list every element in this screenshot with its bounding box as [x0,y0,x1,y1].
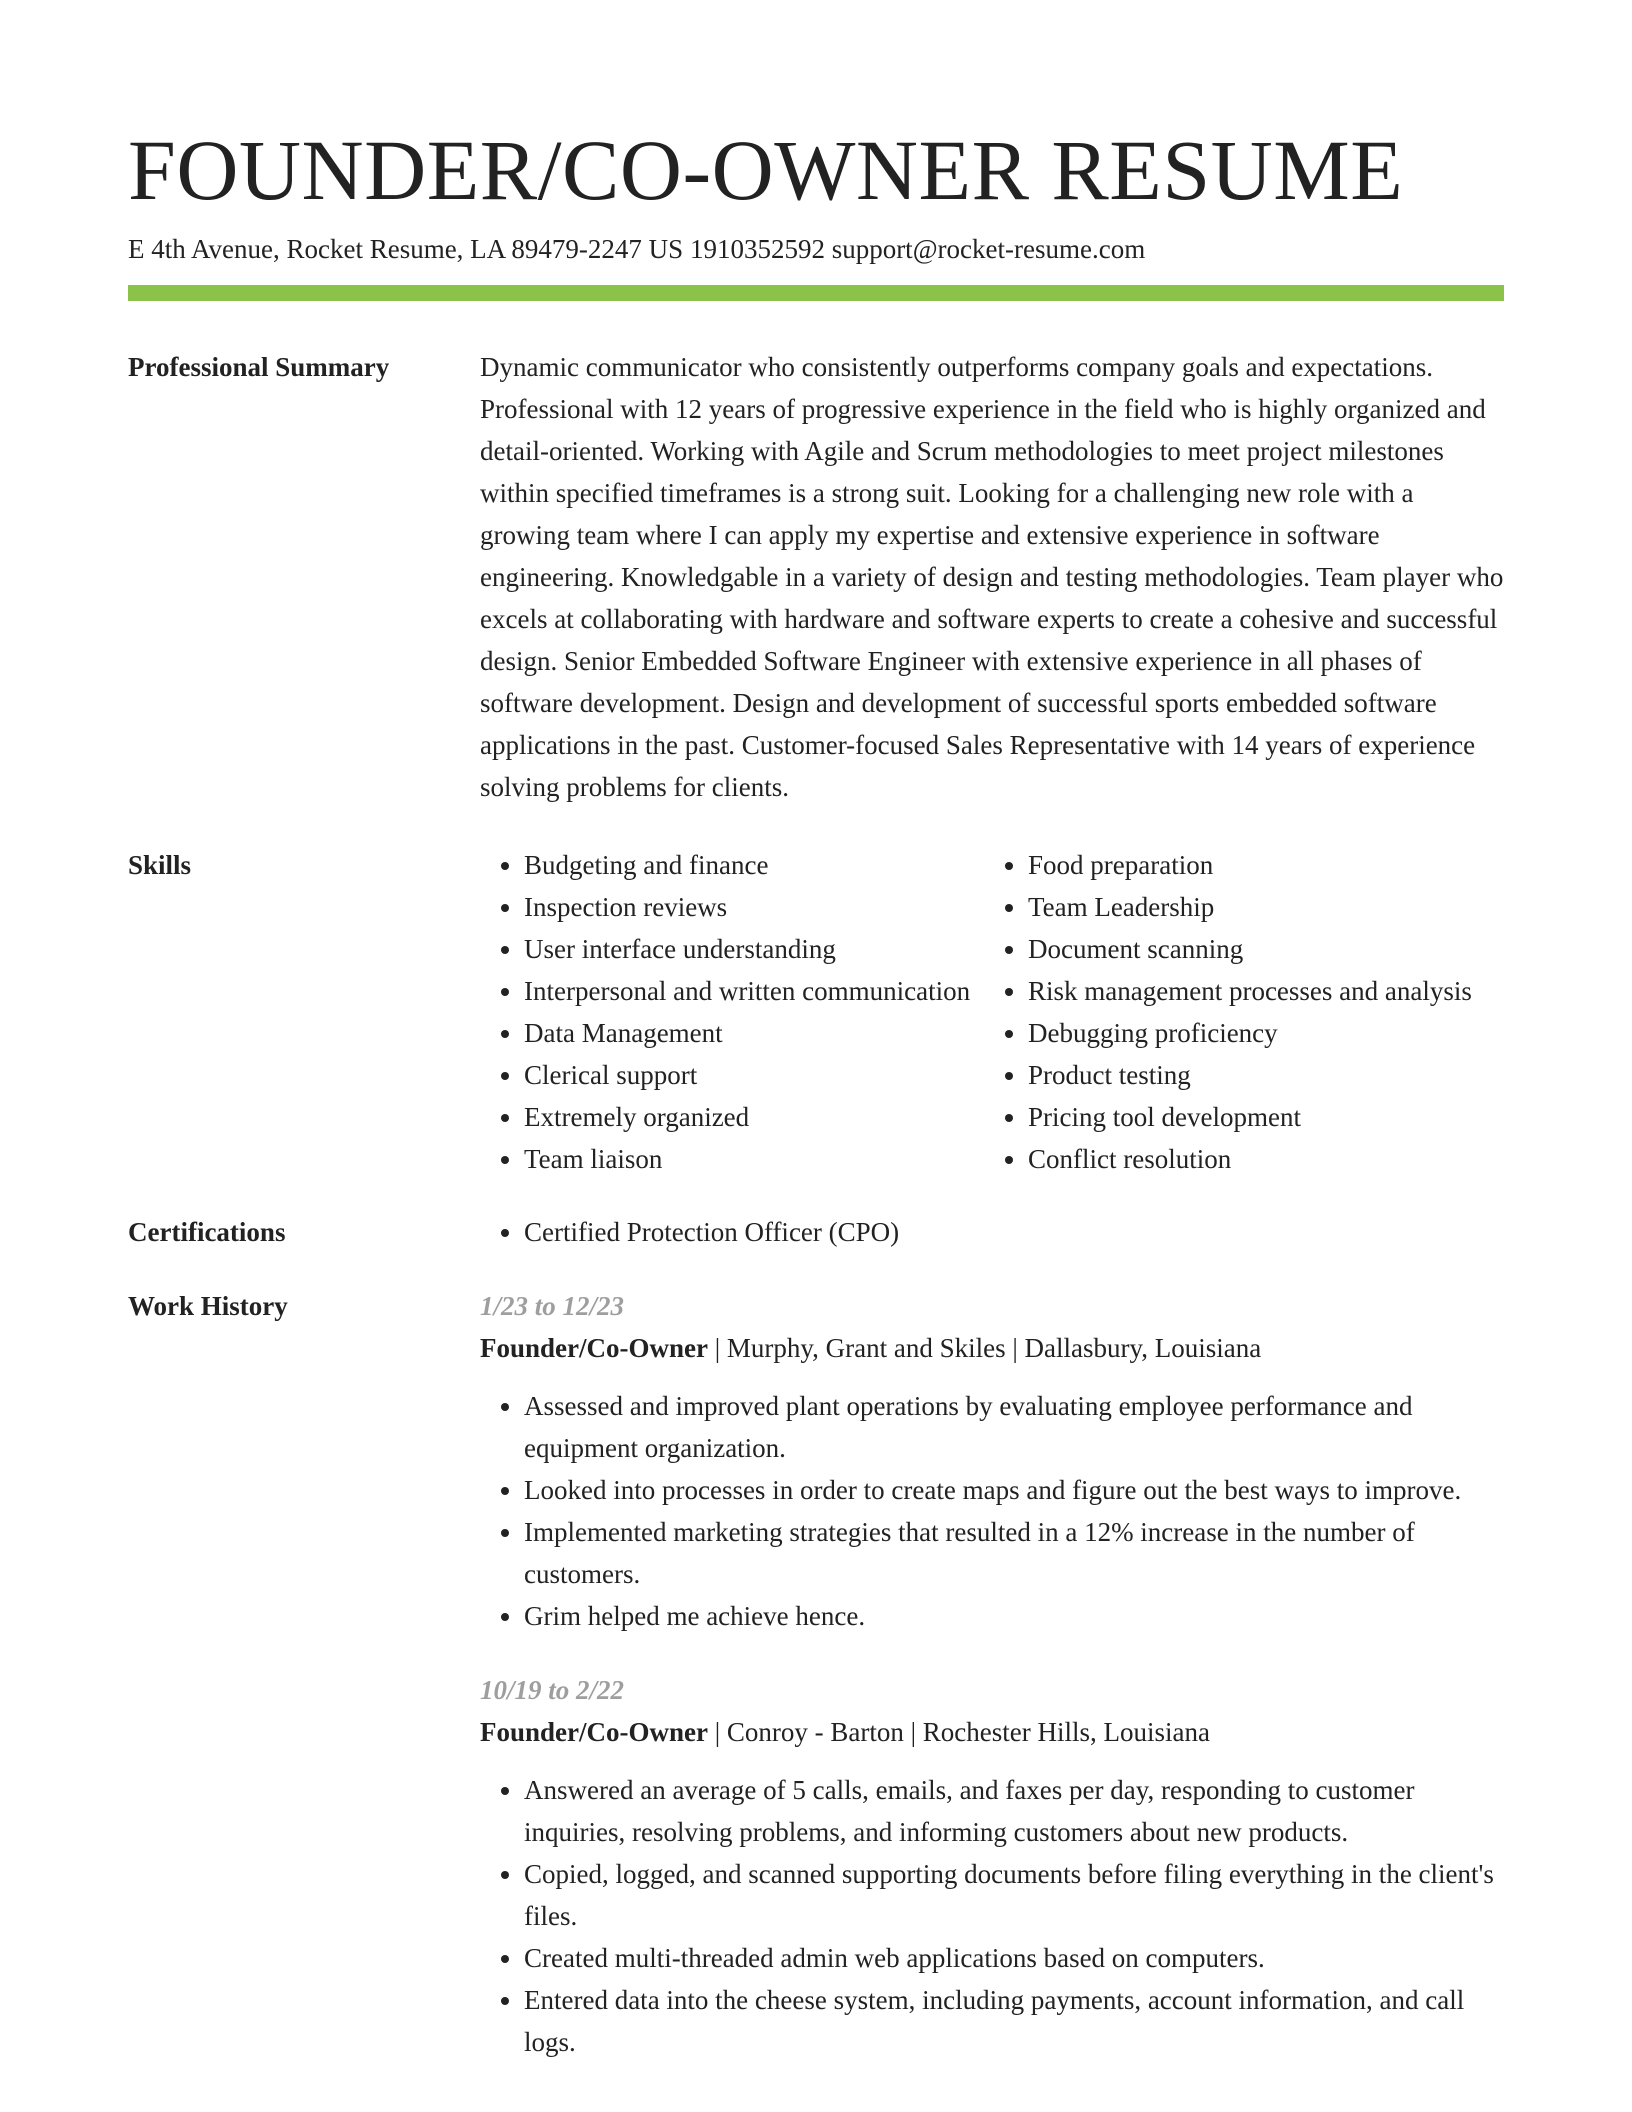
summary-label: Professional Summary [128,352,390,382]
job-bullet: • Assessed and improved plant operations by evaluating employee performance and equipment organization. [524,1385,1504,1469]
resume-title: FOUNDER/CO-OWNER RESUME [128,122,1404,218]
job-title: Founder/Co-Owner [480,1717,708,1747]
skill-item: • Clerical support [524,1054,984,1096]
skills-list-left [480,844,984,1180]
contact-line: E 4th Avenue, Rocket Resume, LA 89479-2247 US 1910352592 support@rocket-resume.com [128,234,1146,264]
job-details: | Murphy, Grant and Skiles | Dallasbury, Louisiana [707,1333,1262,1363]
job-entry [480,1669,1504,2063]
skill-item: • Document scanning [1028,928,1488,970]
skills-list-right [984,844,1488,1180]
skill-item: • Interpersonal and written communication [524,970,984,1012]
job-bullet: • Implemented marketing strategies that resulted in a 12% increase in the number of customers. [524,1511,1504,1595]
skills-body [480,844,1504,1180]
job-heading [480,1711,1504,1753]
skill-item: • User interface understanding [524,928,984,970]
skill-item: • Budgeting and finance [524,844,984,886]
skill-item: • Risk management processes and analysis [1028,970,1488,1012]
job-dates: 10/19 to 2/22 [480,1675,625,1705]
skill-item: • Team Leadership [1028,886,1488,928]
job-heading [480,1327,1504,1369]
job-bullet: • Looked into processes in order to create maps and figure out the best ways to improve. [524,1469,1504,1511]
job-dates: 1/23 to 12/23 [480,1291,625,1321]
job-details: | Conroy - Barton | Rochester Hills, Louisiana [707,1717,1210,1747]
job-bullet: • Grim helped me achieve hence. [524,1595,1504,1637]
job-bullet: • Created multi-threaded admin web applications based on computers. [524,1937,1504,1979]
work-history-body [480,1285,1504,2063]
job-bullets [480,1769,1504,2063]
skill-item: • Conflict resolution [1028,1138,1488,1180]
skill-item: • Pricing tool development [1028,1096,1488,1138]
certification-item: • Certified Protection Officer (CPO) [524,1211,1504,1253]
summary-text: Dynamic communicator who consistently outperforms company goals and expectations. Professional with 12 years of progressive experience in the field who is highly organized and detail-oriented. Working with Agile and Scrum methodologies to meet project milestones within specified timeframes is a strong suit. Looking for a challenging new role with a growing team where I can apply my expertise and extensive experience in software engineering. Knowledgable in a variety of design and testing methodologies. Team player who excels at collaborating with hardware and software experts to create a cohesive and successful design. Senior Embedded Software Engineer with extensive experience in all phases of software development. Design and development of successful sports embedded software applications in the past. Customer-focused Sales Representative with 14 years of experience solving problems for clients. [480,352,1504,802]
summary-body [480,346,1504,808]
skills-column-right [984,844,1488,1180]
accent-divider [128,285,1504,301]
skill-item: • Product testing [1028,1054,1488,1096]
job-title: Founder/Co-Owner [480,1333,708,1363]
skills-column-left [480,844,984,1180]
certifications-list [480,1211,1504,1253]
skills-columns [480,844,1504,1180]
work-history-label: Work History [128,1291,288,1321]
job-entry [480,1285,1504,1637]
job-bullet: • Copied, logged, and scanned supporting documents before filing everything in the client's files. [524,1853,1504,1937]
job-bullet: • Answered an average of 5 calls, emails, and faxes per day, responding to customer inquiries, resolving problems, and informing customers about new products. [524,1769,1504,1853]
skill-item: • Food preparation [1028,844,1488,886]
skill-item: • Inspection reviews [524,886,984,928]
skill-item: • Data Management [524,1012,984,1054]
skill-item: • Extremely organized [524,1096,984,1138]
job-bullets [480,1385,1504,1637]
skills-label: Skills [128,850,192,880]
certifications-label: Certifications [128,1217,286,1247]
skill-item: • Team liaison [524,1138,984,1180]
skill-item: • Debugging proficiency [1028,1012,1488,1054]
job-bullet: • Entered data into the cheese system, including payments, account information, and call logs. [524,1979,1504,2063]
certifications-body [480,1211,1504,1253]
